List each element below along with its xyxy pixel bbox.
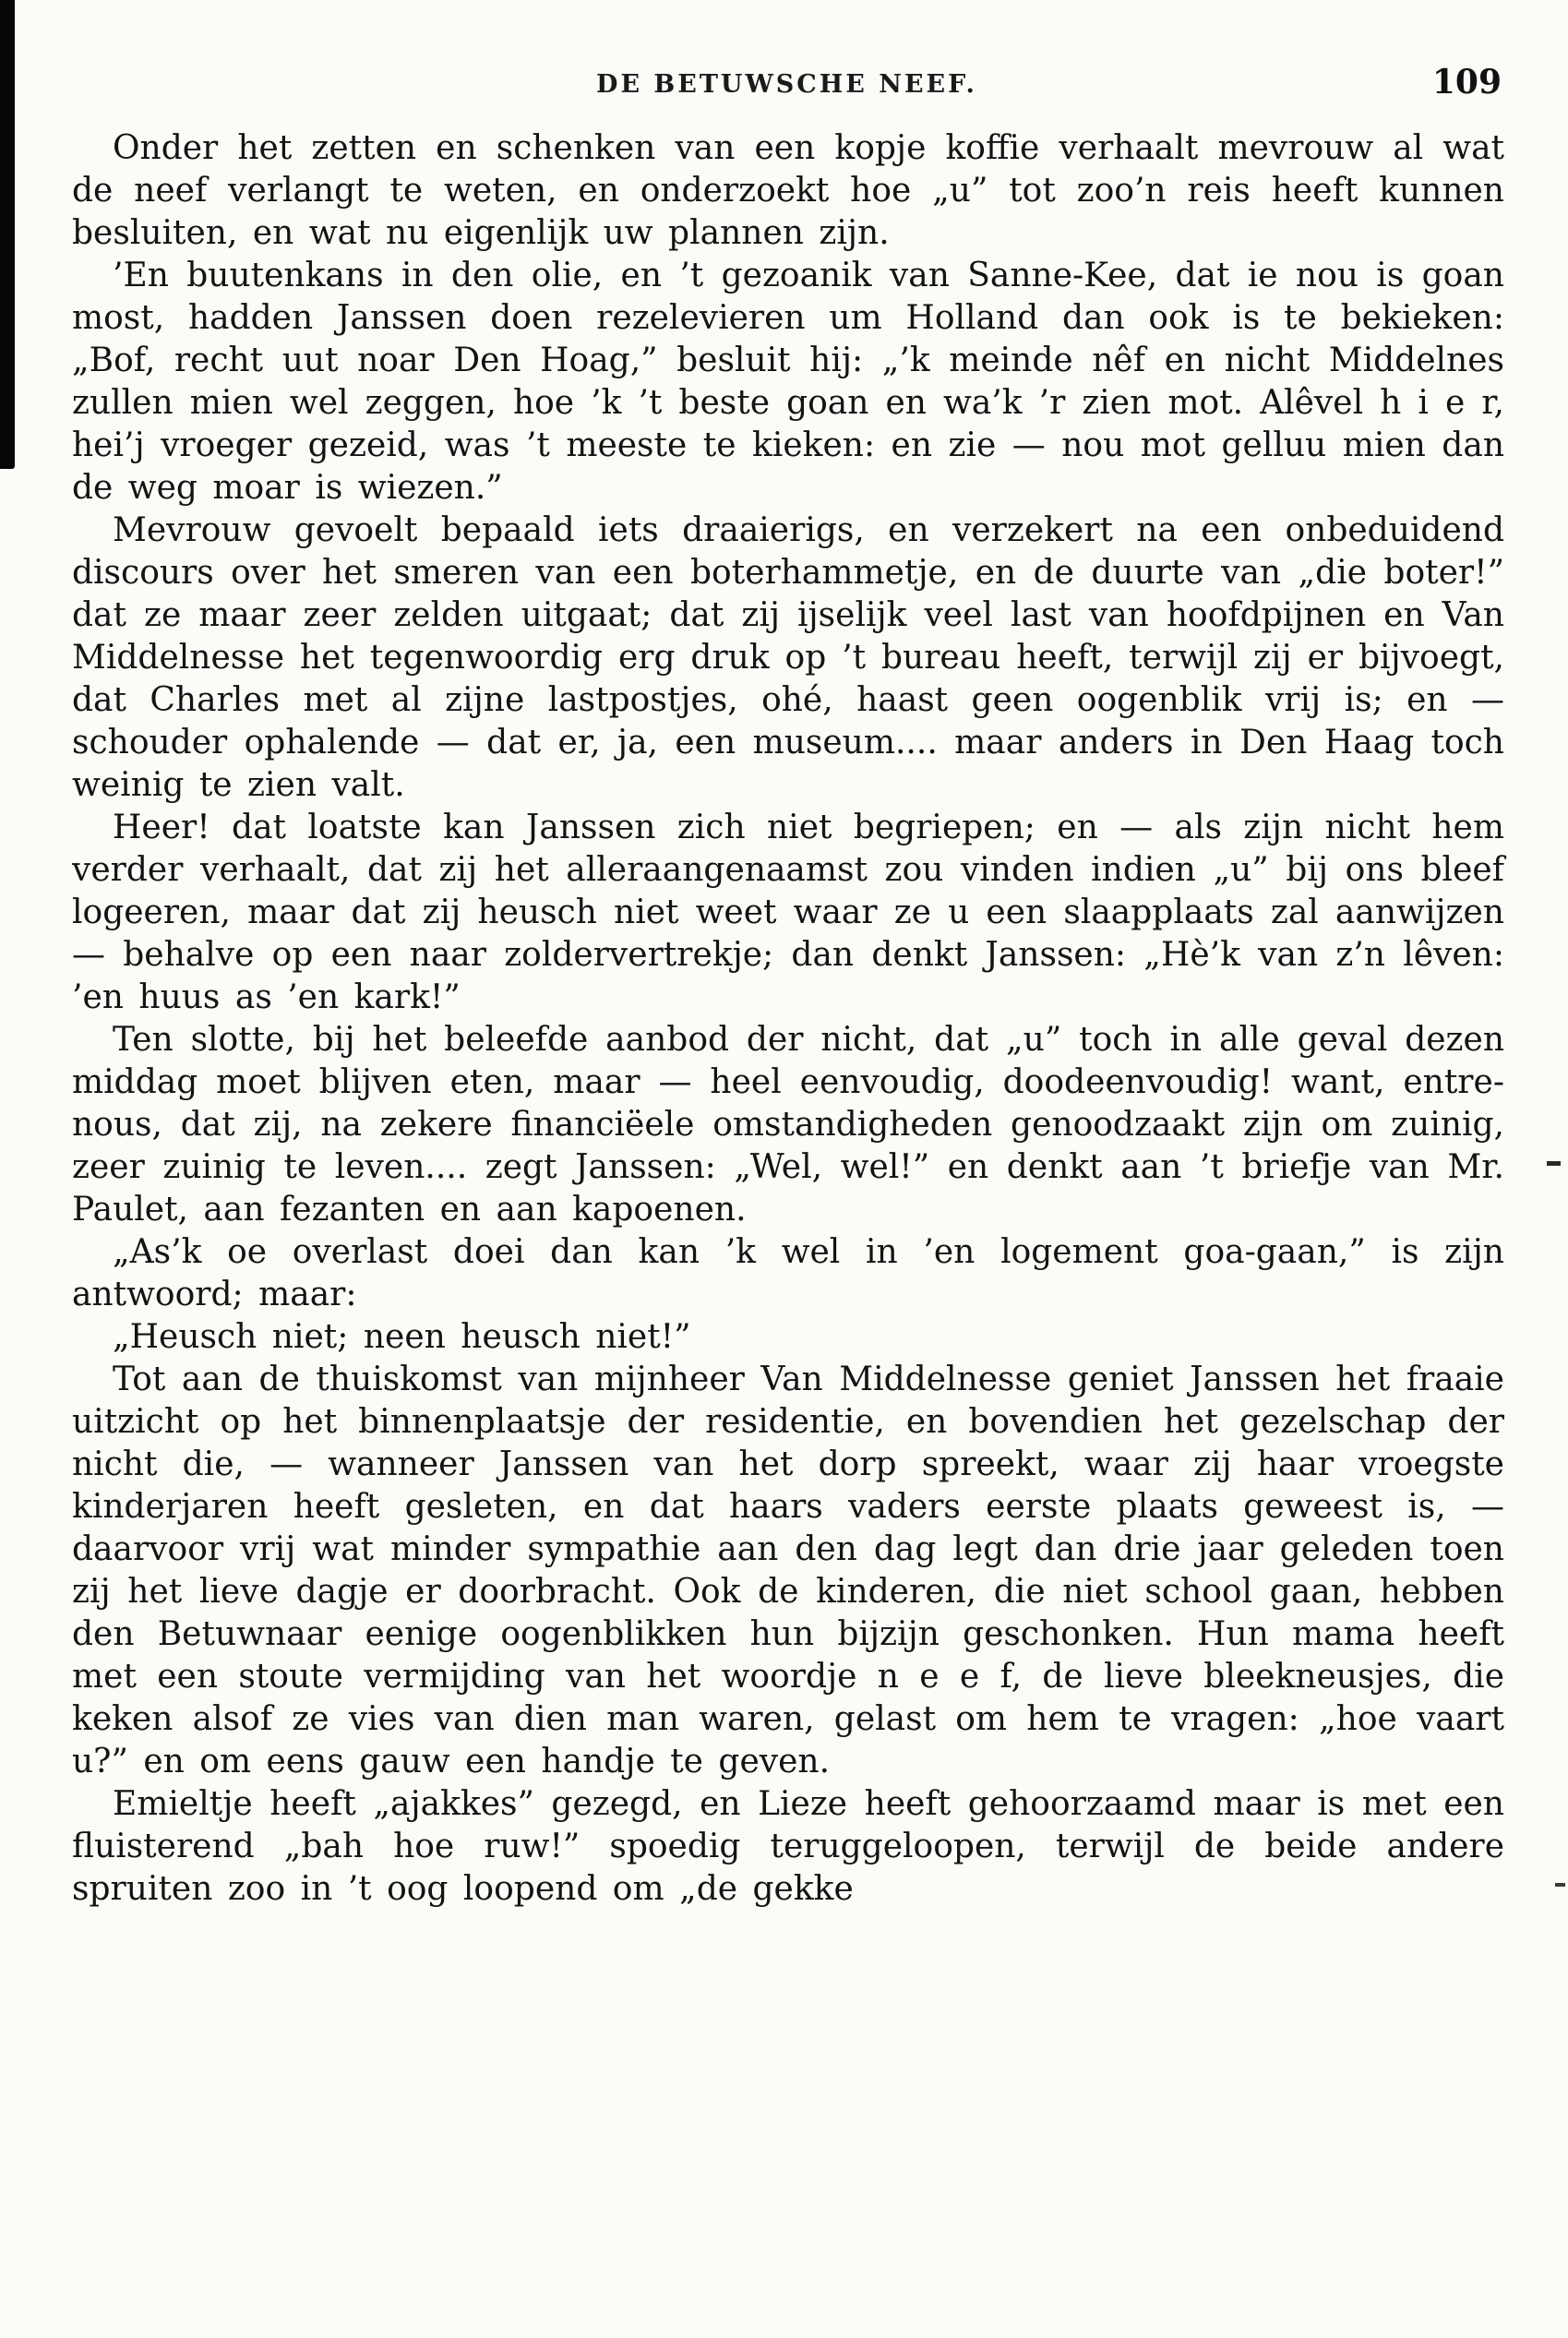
scan-artifact-dash <box>1555 1883 1565 1887</box>
scan-artifact-dash <box>1547 1161 1561 1166</box>
paragraph: „As’k oe overlast doei dan kan ’k wel in ’en logement goa-gaan,” is zijn antwoord; maar: <box>72 1233 1504 1313</box>
paragraph: „Heusch niet; neen heusch niet!” <box>113 1318 691 1356</box>
paragraph: ’En buutenkans in den olie, en ’t gezoanik van Sanne-Kee, dat ie nou is goan most, hadden Janssen doen rezelevieren um Holland dan ook is te bekieken: „Bof, recht uut noar Den Hoag,” besluit hij: „’k meinde nêf en nicht Middelnes zullen mien wel zeggen, hoe ’k ’t beste goan en wa’k ’r zien mot. Alêvel h i e r, hei’j vroeger gezeid, was ’t meeste te kieken: en zie — nou mot gelluu mien dan de weg moar is wiezen.” <box>72 257 1504 507</box>
page-number: 109 <box>1431 63 1502 102</box>
running-header <box>72 63 1502 107</box>
paragraph: Tot aan de thuiskomst van mijnheer Van Middelnesse geniet Janssen het fraaie uitzicht op het binnenplaatsje der residentie, en bovendien het gezelschap der nicht die, — wanneer Janssen van het dorp spreekt, waar zij haar vroegste kinderjaren heeft gesleten, en dat haars vaders eerste plaats geweest is, — daarvoor vrij wat minder sympathie aan den dag legt dan drie jaar geleden toen zij het lieve dagje er doorbracht. Ook de kinderen, die niet school gaan, hebben den Betuwnaar eenige oogenblikken hun bijzijn geschonken. Hun mama heeft met een stoute vermijding van het woordje n e e f, de lieve bleekneusjes, die keken alsof ze vies van dien man waren, gelast om hem te vragen: „hoe vaart u?” en om eens gauw een handje te geven. <box>72 1361 1504 1780</box>
paragraph: Emieltje heeft „ajakkes” gezegd, en Lieze heeft gehoorzaamd maar is met een fluisterend „bah hoe ruw!” spoedig teruggeloopen, terwijl de beide andere spruiten zoo in ’t oog loopend om „de gekke <box>72 1785 1504 1908</box>
running-title: DE BETUWSCHE NEEF. <box>596 70 977 99</box>
paragraph: Onder het zetten en schenken van een kopje koffie verhaalt mevrouw al wat de neef verlangt te weten, en onderzoekt hoe „u” tot zoo’n reis heeft kunnen besluiten, en wat nu eigenlijk uw plannen zijn. <box>72 129 1504 252</box>
scan-artifact-bar <box>0 0 15 469</box>
page-body <box>72 127 1504 1911</box>
paragraph: Ten slotte, bij het beleefde aanbod der nicht, dat „u” toch in alle geval dezen middag moet blijven eten, maar — heel eenvoudig, doodeenvoudig! want, entre-nous, dat zij, na zekere financiëele omstandigheden genoodzaakt zijn om zuinig, zeer zuinig te leven.... zegt Janssen: „Wel, wel!” en denkt aan ’t briefje van Mr. Paulet, aan fezanten en aan kapoenen. <box>72 1021 1504 1229</box>
paragraph: Heer! dat loatste kan Janssen zich niet begriepen; en — als zijn nicht hem verder verhaalt, dat zij het alleraangenaamst zou vinden indien „u” bij ons bleef logeeren, maar dat zij heusch niet weet waar ze u een slaapplaats zal aanwijzen — behalve op een naar zoldervertrekje; dan denkt Janssen: „Hè’k van z’n lêven: ’en huus as ’en kark!” <box>72 809 1504 1016</box>
paragraph: Mevrouw gevoelt bepaald iets draaierigs, en verzekert na een onbeduidend discours over het smeren van een boterhammetje, en de duurte van „die boter!” dat ze maar zeer zelden uitgaat; dat zij ijselijk veel last van hoofdpijnen en Van Middelnesse het tegenwoordig erg druk op ’t bureau heeft, terwijl zij er bijvoegt, dat Charles met al zijne lastpostjes, ohé, haast geen oogenblik vrij is; en — schouder ophalende — dat er, ja, een museum.... maar anders in Den Haag toch weinig te zien valt. <box>72 511 1504 804</box>
